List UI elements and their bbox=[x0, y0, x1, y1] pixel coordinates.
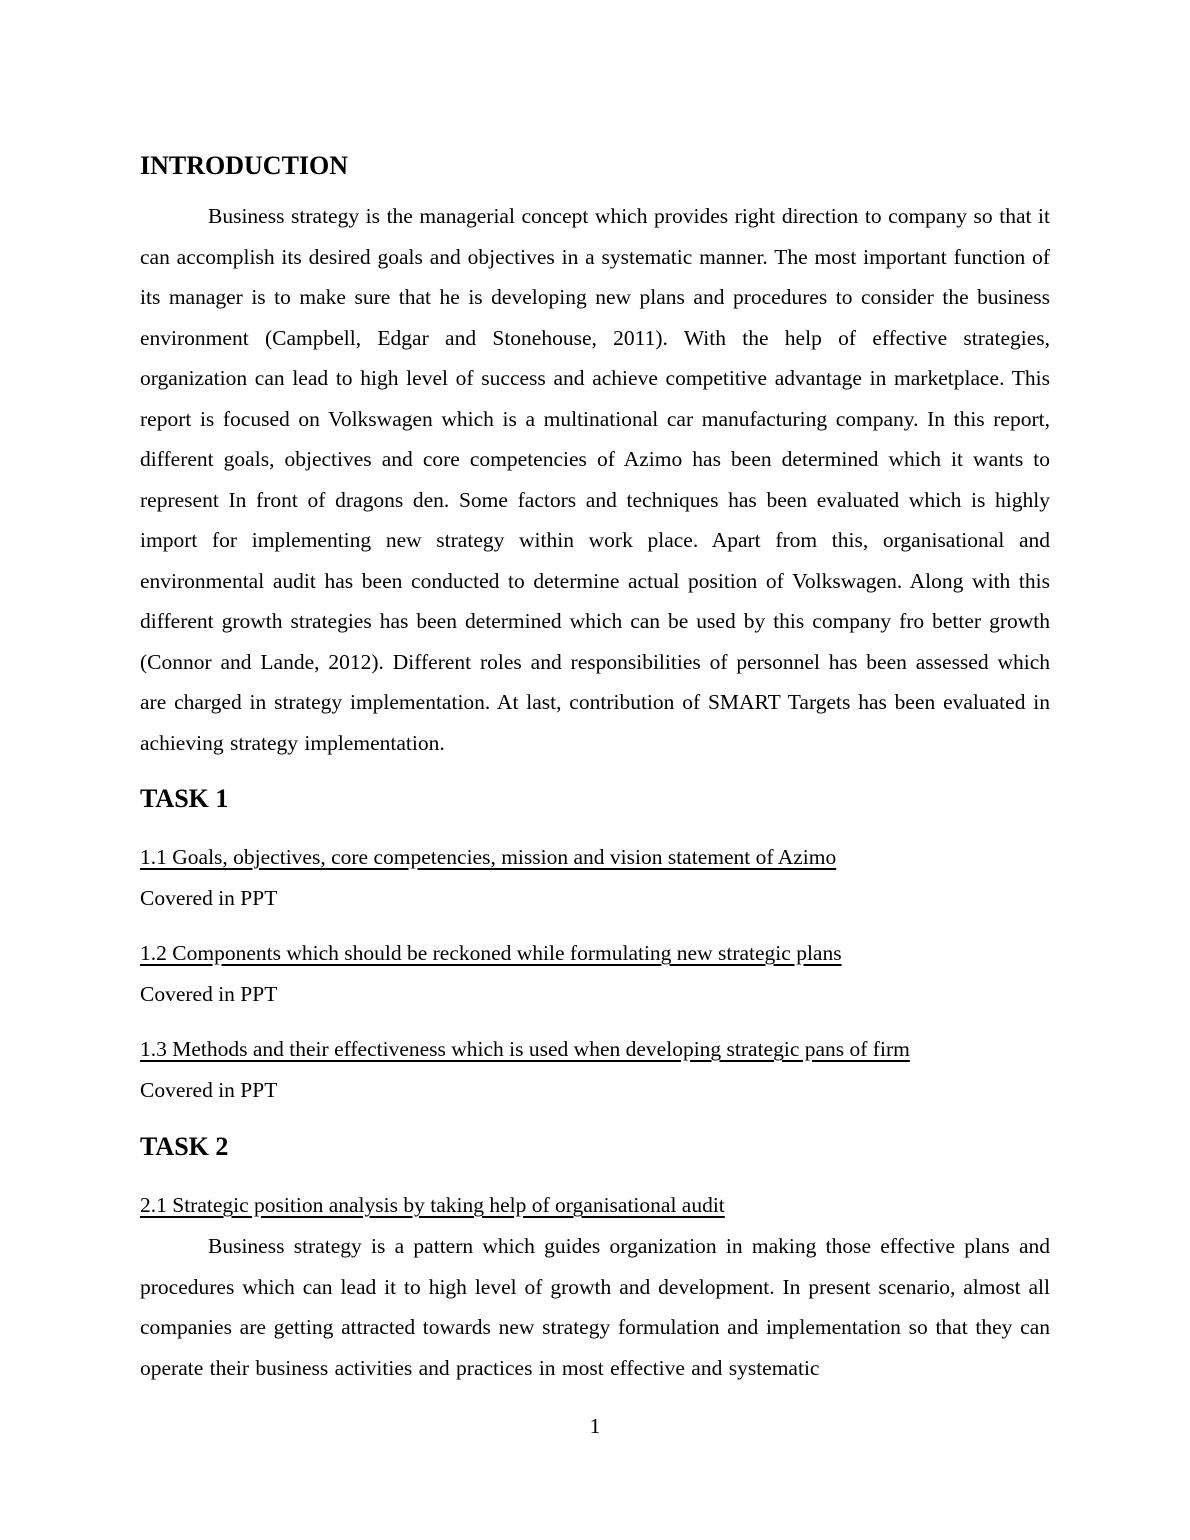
section-1-2-heading: 1.2 Components which should be reckoned while formulating new strategic plans bbox=[140, 941, 842, 965]
introduction-paragraph: Business strategy is the managerial concept which provides right direction to company so that it can accomplish its desired goals and objectives in a systematic manner. The most important function of its manager is to make sure that he is developing new plans and procedures to consider the business environment (Campbell, Edgar and Stonehouse, 2011). With the help of effective strategies, organization can lead to high level of success and achieve competitive advantage in marketplace. This report is focused on Volkswagen which is a multinational car manufacturing company. In this report, different goals, objectives and core competencies of Azimo has been determined which it wants to represent In front of dragons den. Some factors and techniques has been evaluated which is highly import for implementing new strategy within work place. Apart from this, organisational and environmental audit has been conducted to determine actual position of Volkswagen. Along with this different growth strategies has been determined which can be used by this company fro better growth (Connor and Lande, 2012). Different roles and responsibilities of personnel has been assessed which are charged in strategy implementation. At last, contribution of SMART Targets has been evaluated in achieving strategy implementation. bbox=[140, 204, 1050, 755]
section-1-1-heading: 1.1 Goals, objectives, core competencies, mission and vision statement of Azimo bbox=[140, 845, 837, 869]
section-1-1-body: Covered in PPT bbox=[140, 886, 278, 910]
section-1-3-body: Covered in PPT bbox=[140, 1078, 278, 1102]
task2-heading: TASK 2 bbox=[140, 1132, 229, 1161]
section-1-2-body: Covered in PPT bbox=[140, 982, 278, 1006]
introduction-heading: INTRODUCTION bbox=[140, 151, 349, 180]
section-1-3-heading: 1.3 Methods and their effectiveness which is used when developing strategic pans of firm bbox=[140, 1037, 910, 1061]
document-content bbox=[140, 150, 1050, 1388]
page-number: 1 bbox=[589, 1414, 601, 1438]
section-2-1-paragraph: Business strategy is a pattern which guides organization in making those effective plans and procedures which can lead it to high level of growth and development. In present scenario, almost all companies are getting attracted towards new strategy formulation and implementation so that they can operate their business activities and practices in most effective and systematic bbox=[140, 1234, 1050, 1380]
section-2-1-heading: 2.1 Strategic position analysis by taking help of organisational audit bbox=[140, 1193, 725, 1217]
task1-heading: TASK 1 bbox=[140, 784, 229, 813]
